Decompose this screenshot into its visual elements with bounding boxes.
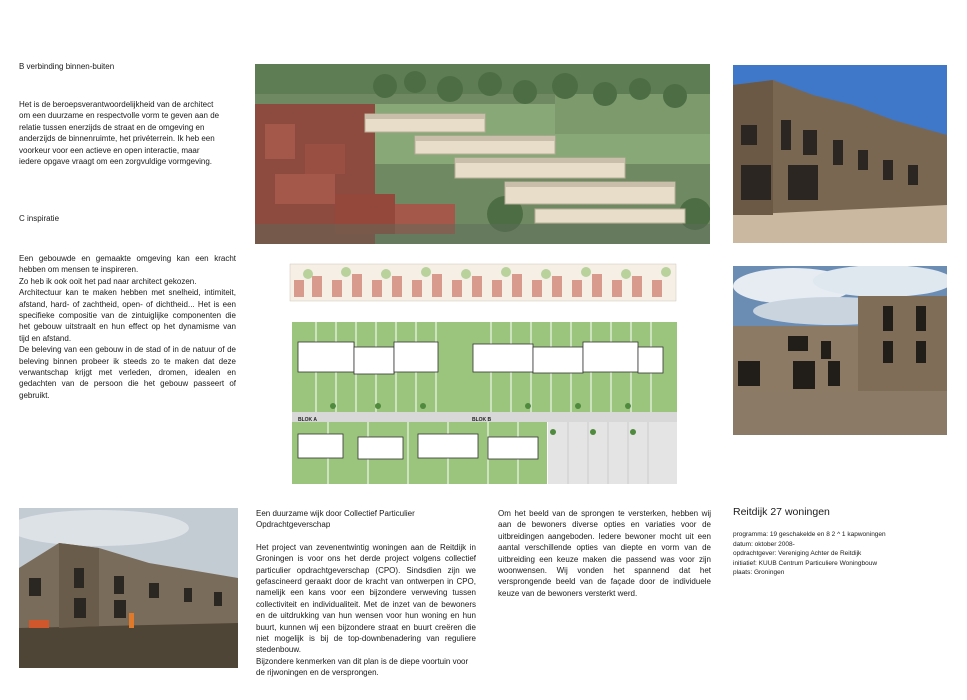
facade-photo-middle — [733, 266, 947, 435]
project-plaats: plaats: Groningen — [733, 569, 785, 576]
project-title: Reitdijk 27 woningen — [733, 506, 830, 518]
cpo-body: Het project van zevenentwintig woningen aan de Reitdijk in Groningen is voor ons het derde project volgens collectief particulier opdrachtgeverschap (CPO). Sindsdien zijn we gefascineerd geraakt door de kracht van ontwerpen in CPO, namelijk een kans voor een bijzondere verweving tussen collectiviteit en individualiteit. Met de inzet van de bewoners en de uitdrukking van hun wensen voor hun woning en hun buurt, kunnen wij een bijzondere straat en buurt creëren die niet mogelijk is bij de top-downbenadering van reguliere stedenbouw. — [256, 542, 476, 655]
paragraph-verbinding: Het is de beroepsverantwoordelijkheid van de architect om een duurzame en respectvolle vorm te geven aan de relatie tussen enerzijds de straat en de omgeving en anderzijds de binnenruimte, het privéterrein. Ik heb een voorkeur voor een actieve en open interactie, maar iedere opgave vraagt om een zorgvuldige vormgeving. — [19, 100, 220, 167]
cpo-body-2: Bijzondere kenmerken van dit plan is de diepe voortuin voor de rijwoningen en de versprongen. — [256, 656, 469, 678]
plan-label-blok-b: BLOK B — [472, 417, 492, 423]
cpo-section — [256, 508, 476, 679]
aerial-photo — [255, 64, 710, 244]
inspiratie-line-4: De beleving van een gebouw in de stad of in de natuur of de beleving binnen probeer ik steeds zo te maken dat deze verwantschap krijgt met verleden, dromen, idealen en gedachten van de persoon die het gebouw passeert of gebruikt. — [19, 345, 236, 400]
project-programma: programma: 19 geschakelde en 8 2 ^ 1 kapwoningen — [733, 531, 886, 538]
project-datum: datum: oktober 2008- — [733, 540, 795, 548]
project-info — [733, 506, 953, 578]
site-plan — [288, 262, 688, 487]
street-photo — [19, 508, 238, 668]
facade-photo-top — [733, 65, 947, 243]
inspiratie-line-1: Een gebouwde en gemaakte omgeving kan een kracht hebben om mensen te inspireren. — [19, 254, 236, 275]
inspiratie-text — [19, 253, 236, 401]
project-initiatief: initiatief: KUUB Centrum Particuliere Woningbouw — [733, 559, 878, 567]
project-opdrachtgever: opdrachtgever: Vereniging Achter de Reitdijk — [733, 550, 862, 557]
inspiratie-line-3: Architectuur kan te maken hebben met snelheid, intimiteit, afstand, hard- of zachtheid, open- of dichtheid... Het is een specifieke compositie van de zintuiglijke componenten die het gebouw uitstraalt en hun effect op het dynamisme van tijd en afstand. — [19, 288, 236, 343]
plan-label-blok-a: BLOK A — [298, 417, 317, 423]
cpo-title: Een duurzame wijk door Collectief Particulier Opdrachtgeverschap — [256, 509, 415, 530]
inspiratie-line-2: Zo heb ik ook ooit het pad naar architect gekozen. — [19, 276, 197, 286]
sprongen-text: Om het beeld van de sprongen te versterken, hebben wij aan de bewoners diverse opties en variaties voor de uitbreidingen aangeboden. Iedere bewoner mocht uit een aantal verschillende opties van diepte en vorm van de uitbreiding een keuze maken die passend was voor zijn woonwensen. Wij vonden het spannend dat het versprongende beeld van de façade door de individuele keuze van de bewoners versterkt werd. — [498, 509, 711, 598]
heading-verbinding: B verbinding binnen-buiten — [19, 62, 115, 71]
heading-inspiratie: C inspiratie — [19, 214, 60, 223]
